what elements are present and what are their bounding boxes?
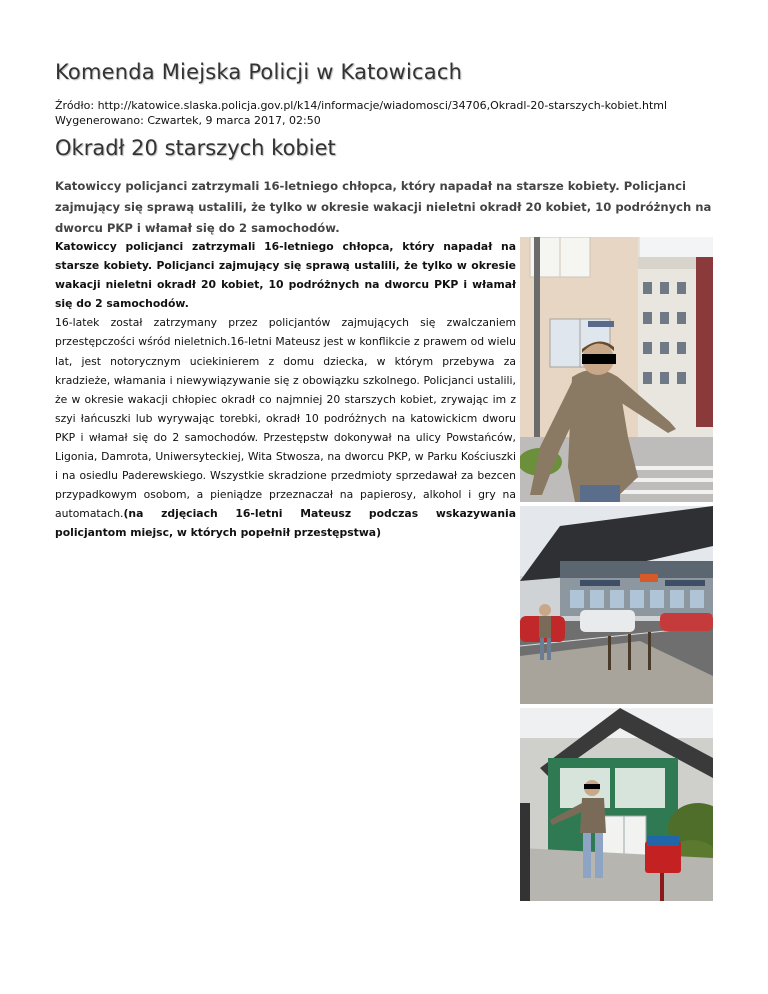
body-lead: Katowiccy policjanci zatrzymali 16-letniego chłopca, który napadał na starsze kobiety. Policjanci zajmujący się sprawą ustalili, że tylko w okresie wakacji nieletni okradł 20 kobiet, 10 podróżnych na dworcu PKP i włamał się do 2 samochodów. bbox=[55, 240, 516, 311]
body-text: 16-latek został zatrzymany przez policjantów zajmujących się zwalczaniem przestępczości wśród nieletnich.16-letni Mateusz jest w konflikcie z prawem od wielu lat, jest notorycznym uciekinierem z domu dziecka, w którym przebywa za kradzieże, włamania i niewywiązywanie się z obowiązku szkolnego. Policjanci ustalili, że w okresie wakacji chłopiec okradł co najmniej 20 starszych kobiet, zrywając im z szyi łańcuszki lub wyrywając torebki, okradł 10 podróżnych na katowickicm dworu PKP i włamał się do 2 samochodów. Przestępstw dokonywał na ulicy Powstańców, Ligonia, Damrota, Uniwersyteckiej, Wita Stwosza, na dworcu PKP, w Parku Kościuszki i na osiedlu Paderewskiego. Wszystkie skradzione przedmioty sprzedawał za bezcen przypadkowym osobom, a pieniądze przeznaczał na papierosy, alkohol i gry na automatach. bbox=[55, 316, 516, 521]
article-body bbox=[55, 237, 516, 543]
article-lead: Katowiccy policjanci zatrzymali 16-letniego chłopca, który napadał na starsze kobiety. Policjanci zajmujący się sprawą ustalili, że tylko w okresie wakacji nieletni okradł 20 kobiet, 10 podróżnych na dworcu PKP i włamał się do 2 samochodów. bbox=[55, 179, 712, 235]
source-url[interactable]: Źródło: http://katowice.slaska.policja.gov.pl/k14/informacje/wiadomosci/34706,Okradl-20-starszych-kobiet.html bbox=[55, 99, 668, 112]
article-title: Okradł 20 starszych kobiet bbox=[55, 136, 336, 160]
photo-boy-street bbox=[520, 237, 713, 502]
street-sign bbox=[588, 321, 614, 327]
source-meta bbox=[55, 99, 667, 128]
generated-date: Wygenerowano: Czwartek, 9 marca 2017, 02:50 bbox=[55, 113, 321, 127]
photo-boy-kiosk bbox=[520, 708, 713, 901]
body-paragraph bbox=[55, 313, 516, 542]
site-title: Komenda Miejska Policji w Katowicach bbox=[55, 60, 463, 84]
photo-caption: (na zdjęciach 16-letni Mateusz podczas wskazywania policjantom miejsc, w których popełnił przestępstwa) bbox=[55, 507, 516, 540]
photo-boy-station bbox=[520, 506, 713, 704]
